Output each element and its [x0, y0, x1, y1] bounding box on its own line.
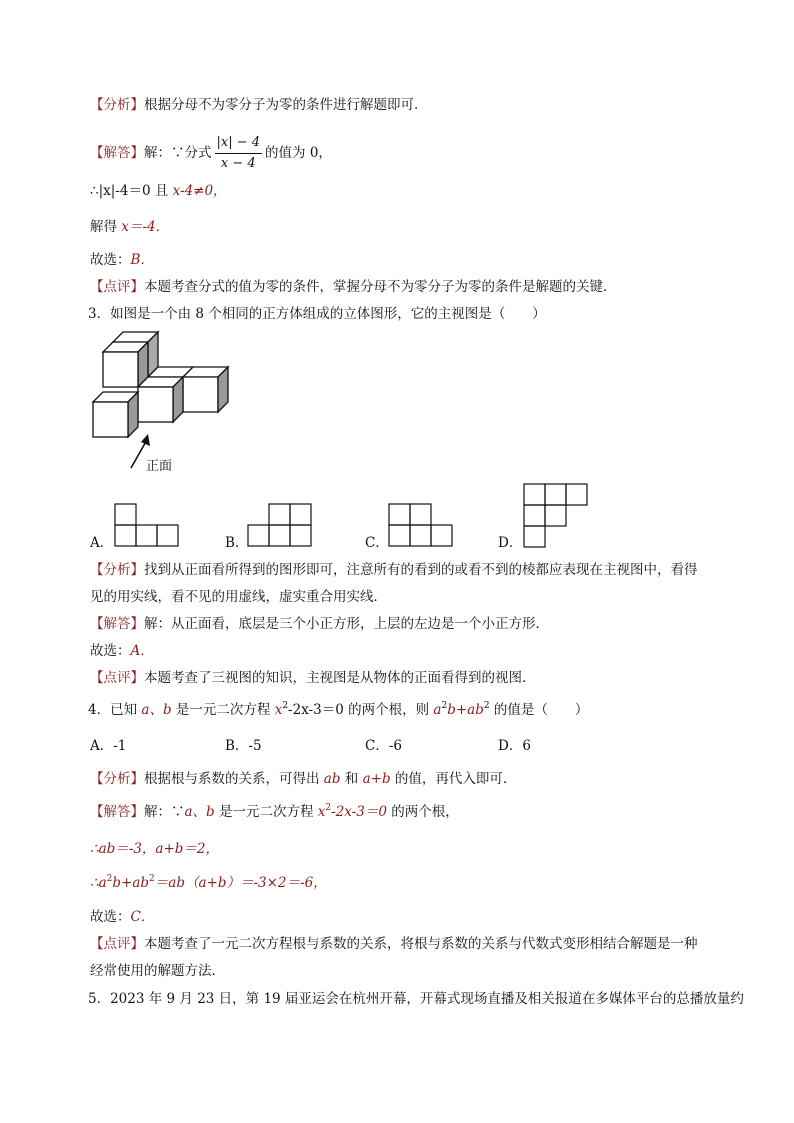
fraction: $\frac{|x| - 4}{x - 4}$ — [216, 135, 261, 171]
option-d-figure — [523, 483, 589, 549]
option-c-figure — [388, 503, 454, 547]
answer-tag: 【解答】 — [90, 145, 144, 161]
option-c-label: C． — [365, 535, 389, 551]
option-b-label: B． — [225, 535, 249, 551]
front-label: 正面 — [146, 459, 173, 474]
q2-analysis — [90, 96, 428, 114]
q3-analysis-l2: 见的用实线，看不见的用虚线，虚实重合用实线． — [90, 589, 387, 605]
option-a-label: A． — [90, 535, 114, 551]
analysis-text: 根据分母不为零分子为零的条件进行解题即可． — [144, 97, 428, 113]
q4-choose: 故选：C． — [90, 909, 155, 925]
q4-option-b: B．-5 — [225, 738, 262, 754]
option-a-figure — [114, 503, 180, 547]
q4-stem: 4．已知 a、b 是一元二次方程 $x^2-2x-3=0$ 的两个根，则 $a^2b+ab^2$ 的值是（ ） — [88, 701, 589, 718]
q2-step1: ∴|x|-4＝0 且 x-4≠0， — [90, 183, 227, 199]
q3-answer: 【解答】解：从正面看，底层是三个小正方形，上层的左边是一个小正方形． — [90, 616, 549, 632]
q4-comment-l2: 经常使用的解题方法． — [90, 963, 225, 979]
option-d-label: D． — [498, 535, 523, 551]
q4-answer: 【解答】解：∵a、b 是一元二次方程 $x^2-2x-3=0$ 的两个根， — [90, 803, 459, 820]
q4-step1: ∴ab＝-3，a+b＝2， — [90, 841, 220, 857]
q4-step2: $\therefore a^2b+ab^2=ab(a+b)=-3\times 2=-6$， — [90, 874, 327, 891]
q2-step2: 解得 x＝-4． — [90, 219, 170, 235]
q4-option-d: D．6 — [498, 738, 531, 754]
q2-choose: 故选：B． — [90, 252, 154, 268]
q4-option-c: C．-6 — [365, 738, 402, 754]
q4-analysis: 【分析】根据根与系数的关系，可得出 ab 和 a+b 的值，再代入即可． — [90, 771, 517, 787]
q2-answer: 【解答】解：∵分式 $\frac{|x| - 4}{x - 4}$ 的值为 0， — [90, 135, 332, 171]
q4-comment-l1: 【点评】本题考查了一元二次方程根与系数的关系，将根与系数的关系与代数式变形相结合解题是一种 — [90, 936, 698, 952]
analysis-tag: 【分析】 — [90, 97, 144, 113]
q5-stem: 5．2023 年 9 月 23 日，第 19 届亚运会在杭州开幕，开幕式现场直播及相关报道在多媒体平台的总播放量约 — [88, 991, 744, 1007]
q3-choose: 故选：A． — [90, 643, 154, 659]
q3-comment: 【点评】本题考查了三视图的知识，主视图是从物体的正面看得到的视图． — [90, 670, 536, 686]
q3-analysis-l1: 【分析】找到从正面看所得到的图形即可，注意所有的看到的或看不到的棱都应表现在主视图中，看得 — [90, 562, 698, 578]
q3-stem: 3．如图是一个由 8 个相同的正方体组成的立体图形，它的主视图是（ ） — [88, 306, 546, 322]
q4-option-a: A．-1 — [90, 738, 127, 754]
option-b-figure — [247, 503, 313, 547]
q2-comment: 【点评】本题考查分式的值为零的条件，掌握分母不为零分子为零的条件是解题的关键． — [90, 279, 617, 295]
